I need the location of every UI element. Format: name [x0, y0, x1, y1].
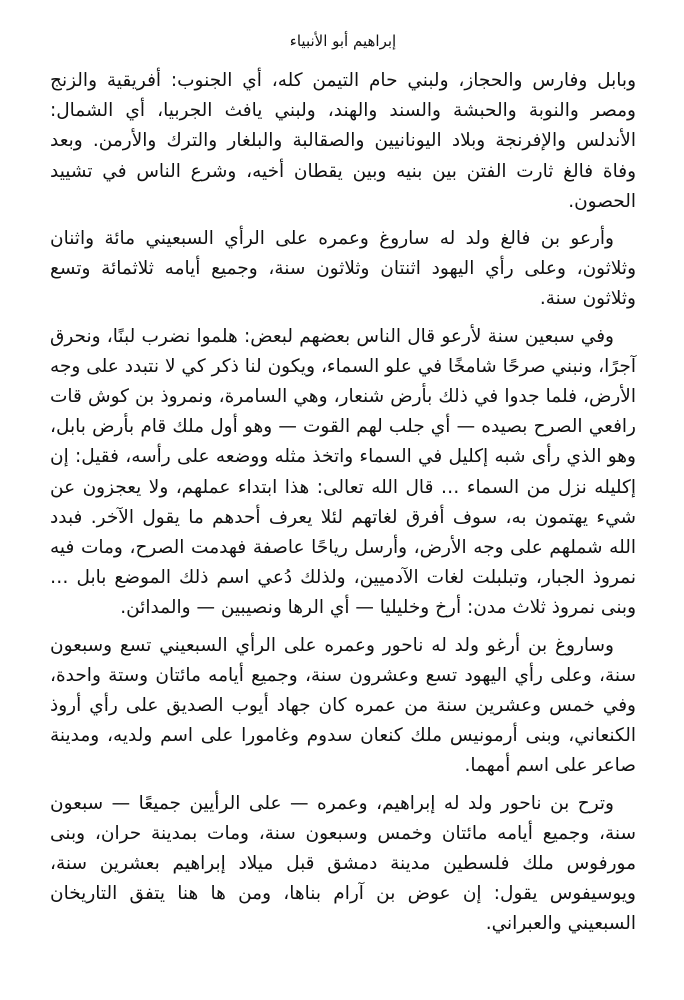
paragraph: وبابل وفارس والحجاز، ولبني حام التيمن كله، أي الجنوب: أفريقية والزنج ومصر والنوبة والحبشة والسند والهند، ولبني يافث الجربيا، أي الشمال: الأندلس والإفرنجة وبلاد اليونانيين والصقالبة والبلغار والترك والأرمن. وبعد وفاة فالغ ثارت الفتن بين بنيه وبين يقطان أخيه، وشرع الناس في تشييد الحصون.	[50, 70, 636, 212]
paragraph: وترح بن ناحور ولد له إبراهيم، وعمره — على الرأيين جميعًا — سبعون سنة، وجميع أيامه مائتان وخمس وسبعون سنة، ومات بمدينة حران، وبنى مورفوس ملك فلسطين مدينة دمشق قبل ميلاد إبراهيم بعشرين سنة، ويوسيفوس يقول: إن عوض بن آرام بناها، ومن ها هنا يتفق التاريخان السبعيني والعبراني.	[50, 792, 636, 935]
body-text	[50, 66, 636, 940]
running-header: إبراهيم أبو الأنبياء	[289, 32, 397, 50]
paragraph: وساروغ بن أرغو ولد له ناحور وعمره على الرأي السبعيني تسع وسبعون سنة، وعلى رأي اليهود تسع وعشرون سنة، وجميع أيامه مائتان وستة واحدة، وفي خمس وعشرين سنة من عمره كان جهاد أيوب الصديق على رأي أروذ الكنعاني، وبنى أرمونيس ملك كنعان سدوم وغامورا على اسم ولديه، ومدينة صاعر على اسم أمهما.	[50, 634, 636, 777]
paragraph: وأرعو بن فالغ ولد له ساروغ وعمره على الرأي السبعيني مائة واثنان وثلاثون، وعلى رأي اليهود اثنتان وثلاثون سنة، وجميع أيامه ثلاثمائة وتسع وثلاثون سنة.	[50, 228, 636, 310]
paragraph: وفي سبعين سنة لأرعو قال الناس بعضهم لبعض: هلموا نضرب لبنًا، ونحرق آجرًا، ونبني صرحًا شامخًا في علو السماء، ويكون لنا ذكر كي لا نتبدد على وجه الأرض، فلما جدوا في ذلك بأرض شنعار، وهي السامرة، ونمروذ بن كوش قات رافعي الصرح بصيده — أي جلب لهم القوت — وهو أول ملك قام بأرض بابل، وهو الذي رأى شبه إكليل في السماء واتخذ مثله ووضعه على رأسه، فقيل: إن إكليله نزل من السماء … قال الله تعالى: هذا ابتداء عملهم، ولا يعجزون عن شيء يهتمون به، سوف أفرق لغاتهم لئلا يعرف أحدهم ما يقول الآخر. فبدد الله شملهم على وجه الأرض، وأرسل رياحًا عاصفة فهدمت الصرح، ومات فيه نمروذ الجبار، وتبلبلت لغات الآدميين، ولذلك دُعي اسم ذلك الموضع بابل … وبنى نمروذ ثلاث مدن: أرخ وخليليا — أي الرها ونصيبين — والمدائن.	[50, 325, 636, 619]
